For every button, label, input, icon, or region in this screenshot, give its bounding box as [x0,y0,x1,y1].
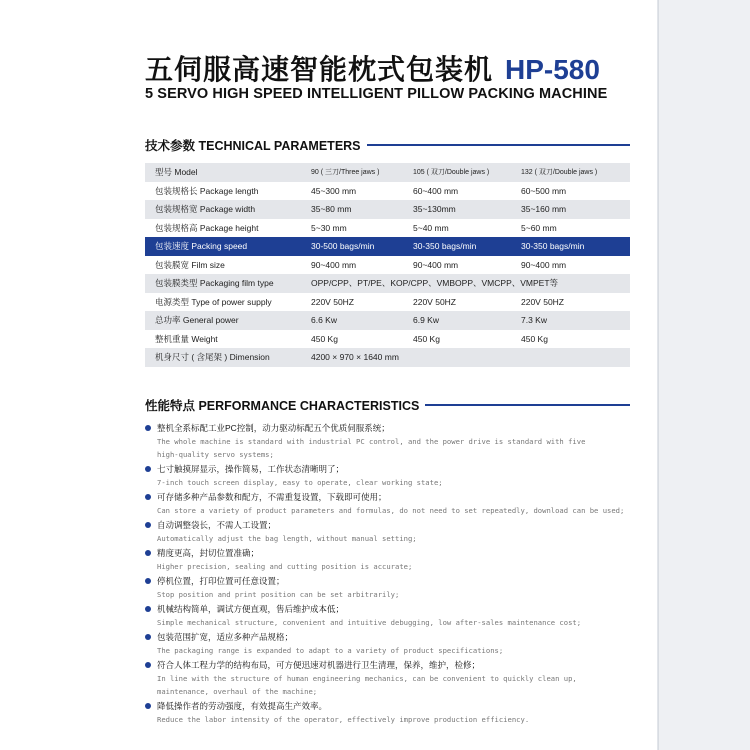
model-number: HP-580 [505,54,600,85]
performance-rule [425,404,630,406]
feature-cn: 符合人体工程力学的结构布局，可方便迅速对机器进行卫生清理，保养，维护，检修； [157,660,481,670]
param-value: 6.6 Kw [301,311,403,330]
list-item [145,699,640,726]
param-label: 总功率 General power [145,311,301,330]
table-row-highlighted [145,237,630,256]
list-item [145,630,640,657]
param-value: 35~160 mm [511,200,630,219]
feature-en: Higher precision, sealing and cutting position is accurate; [157,562,413,571]
param-value: 220V 50HZ [301,293,403,312]
param-value: 220V 50HZ [403,293,511,312]
feature-cn: 机械结构简单，调试方便直观，售后维护成本低； [157,604,345,614]
bullet-icon [145,494,151,500]
feature-en: Can store a variety of product parameters and formulas, do not need to set repeatedly, download can be used; [157,506,625,515]
table-row [145,219,630,238]
feature-cn: 自动调整袋长，不需人工设置； [157,520,277,530]
param-value: 35~80 mm [301,200,403,219]
feature-en: Simple mechanical structure, convenient and intuitive debugging, low after-sales maintenance cost; [157,618,582,627]
table-row [145,274,630,293]
page-title [145,48,600,88]
param-value: 45~300 mm [301,182,403,201]
feature-en: maintenance, overhaul of the machine; [157,687,318,696]
table-row [145,256,630,275]
performance-heading [145,396,630,414]
param-value: 7.3 Kw [511,311,630,330]
tech-params-label: 技术参数 TECHNICAL PARAMETERS [145,139,361,153]
param-value: 90 ( 三刀/Three jaws ) [301,163,403,182]
feature-en: Reduce the labor intensity of the operator, effectively improve production efficiency. [157,715,530,724]
param-label: 包装规格高 Package height [145,219,301,238]
param-value: 5~30 mm [301,219,403,238]
feature-en: The packaging range is expanded to adapt to a variety of product specifications; [157,646,504,655]
list-item [145,602,640,629]
param-value: 450 Kg [301,330,403,349]
list-item [145,421,640,461]
bullet-icon [145,606,151,612]
param-value: 220V 50HZ [511,293,630,312]
tech-params-heading [145,136,630,154]
feature-cn: 停机位置，打印位置可任意设置； [157,576,285,586]
bullet-icon [145,578,151,584]
feature-en: Automatically adjust the bag length, without manual setting; [157,534,417,543]
list-item [145,658,640,698]
tech-params-rule [367,144,630,146]
table-row [145,182,630,201]
feature-en: 7-inch touch screen display, easy to operate, clear working state; [157,478,443,487]
param-label: 包装规格长 Package length [145,182,301,201]
performance-list [145,421,640,727]
list-item [145,490,640,517]
feature-cn: 精度更高，封切位置准确； [157,548,260,558]
table-row [145,293,630,312]
param-value: 4200 × 970 × 1640 mm [301,348,630,367]
param-label: 包装速度 Packing speed [145,237,301,256]
list-item [145,574,640,601]
param-value: 30-350 bags/min [511,237,630,256]
param-value: 132 ( 双刀/Double jaws ) [511,163,630,182]
list-item [145,462,640,489]
bullet-icon [145,425,151,431]
table-row [145,200,630,219]
page-edge-shadow [657,0,750,750]
feature-en: high-quality servo systems; [157,450,274,459]
bullet-icon [145,522,151,528]
param-value: 450 Kg [511,330,630,349]
table-row [145,330,630,349]
title-chinese: 五伺服高速智能枕式包装机 [145,53,494,86]
param-label: 包装膜类型 Packaging film type [145,274,301,293]
param-value: 35~130mm [403,200,511,219]
feature-en: In line with the structure of human engineering mechanics, can be convenient to quickly clean up, [157,674,577,683]
feature-en: Stop position and print position can be set arbitrarily; [157,590,400,599]
table-row [145,348,630,367]
param-label: 包装膜宽 Film size [145,256,301,275]
param-label: 整机重量 Weight [145,330,301,349]
param-value: 90~400 mm [301,256,403,275]
table-row [145,311,630,330]
performance-label: 性能特点 PERFORMANCE CHARACTERISTICS [145,399,420,413]
page-subtitle: 5 SERVO HIGH SPEED INTELLIGENT PILLOW PACKING MACHINE [145,86,608,102]
feature-cn: 整机全系标配工业PC控制，动力驱动标配五个优质伺服系统； [157,423,390,433]
param-value: 60~500 mm [511,182,630,201]
param-value: 90~400 mm [511,256,630,275]
feature-en: The whole machine is standard with industrial PC control, and the power drive is standard with five [157,437,586,446]
bullet-icon [145,466,151,472]
param-value: 90~400 mm [403,256,511,275]
bullet-icon [145,703,151,709]
list-item [145,518,640,545]
list-item [145,546,640,573]
feature-cn: 可存储多种产品参数和配方，不需重复设置，下载即可使用； [157,492,387,502]
bullet-icon [145,550,151,556]
param-value: 5~40 mm [403,219,511,238]
bullet-icon [145,662,151,668]
param-label: 包装规格宽 Package width [145,200,301,219]
bullet-icon [145,634,151,640]
feature-cn: 包装范围扩宽，适应多种产品规格； [157,632,294,642]
param-label: 电源类型 Type of power supply [145,293,301,312]
feature-cn: 降低操作者的劳动强度，有效提高生产效率。 [157,701,328,711]
param-value: OPP/CPP、PT/PE、KOP/CPP、VMBOPP、VMCPP、VMPET等 [301,274,630,293]
param-label: 机身尺寸 ( 含尾架 ) Dimension [145,348,301,367]
table-row [145,163,630,182]
param-value: 5~60 mm [511,219,630,238]
tech-params-table [145,163,630,367]
param-label: 型号 Model [145,163,301,182]
param-value: 30-500 bags/min [301,237,403,256]
param-value: 30-350 bags/min [403,237,511,256]
param-value: 6.9 Kw [403,311,511,330]
param-value: 60~400 mm [403,182,511,201]
param-value: 450 Kg [403,330,511,349]
param-value: 105 ( 双刀/Double jaws ) [403,163,511,182]
feature-cn: 七寸触摸屏显示，操作简易，工作状态清晰明了； [157,464,345,474]
